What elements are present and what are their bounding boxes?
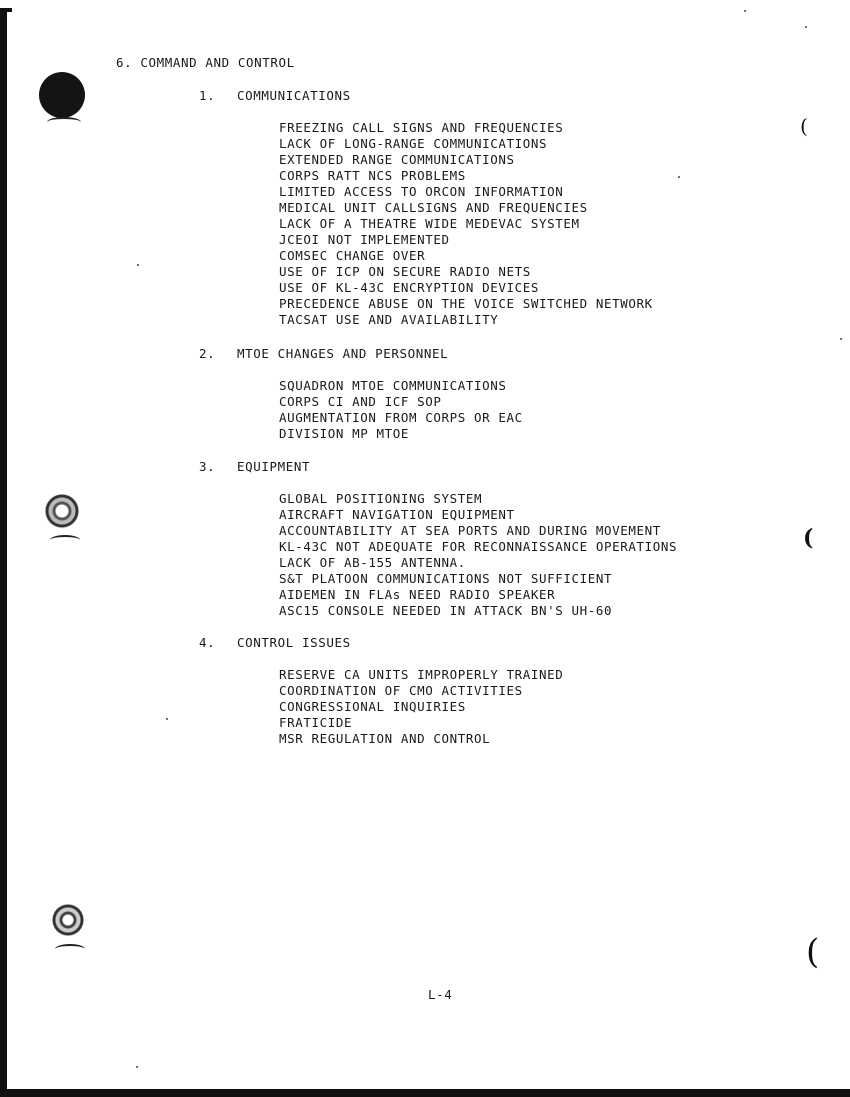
subsection-heading-equipment: EQUIPMENT — [237, 459, 311, 474]
list-item: MSR REGULATION AND CONTROL — [279, 731, 491, 746]
list-item: COORDINATION OF CMO ACTIVITIES — [279, 683, 523, 698]
scan-dot — [805, 26, 807, 28]
list-item: LACK OF AB-155 ANTENNA. — [279, 555, 466, 570]
scan-border-top — [0, 8, 12, 12]
list-item: USE OF KL-43C ENCRYPTION DEVICES — [279, 280, 540, 295]
list-item: SQUADRON MTOE COMMUNICATIONS — [279, 378, 507, 393]
subsection-heading-control-issues: CONTROL ISSUES — [237, 635, 351, 650]
scan-dot — [136, 1066, 138, 1068]
scan-border-bottom — [0, 1089, 850, 1097]
scan-mark: ( — [806, 932, 820, 972]
list-item: ACCOUNTABILITY AT SEA PORTS AND DURING MOVEMENT — [279, 523, 661, 538]
list-item: JCEOI NOT IMPLEMENTED — [279, 232, 450, 247]
equipment-items — [279, 491, 677, 619]
list-item: USE OF ICP ON SECURE RADIO NETS — [279, 264, 531, 279]
list-item: LIMITED ACCESS TO ORCON INFORMATION — [279, 184, 564, 199]
list-item: AIDEMEN IN FLAs NEED RADIO SPEAKER — [279, 587, 556, 602]
list-item: CORPS CI AND ICF SOP — [279, 394, 442, 409]
page-number: L-4 — [428, 987, 453, 1002]
subsection-number: 1. — [199, 88, 216, 103]
scan-dot — [744, 10, 746, 12]
punch-hole-icon — [40, 493, 84, 533]
list-item: CORPS RATT NCS PROBLEMS — [279, 168, 466, 183]
list-item: PRECEDENCE ABUSE ON THE VOICE SWITCHED NETWORK — [279, 296, 653, 311]
punch-hole-icon — [39, 72, 85, 118]
list-item: DIVISION MP MTOE — [279, 426, 410, 441]
punch-hole-shadow — [55, 944, 85, 954]
list-item: GLOBAL POSITIONING SYSTEM — [279, 491, 483, 506]
list-item: MEDICAL UNIT CALLSIGNS AND FREQUENCIES — [279, 200, 588, 215]
subsection-number: 4. — [199, 635, 216, 650]
subsection-heading-mtoe: MTOE CHANGES AND PERSONNEL — [237, 346, 449, 361]
list-item: LACK OF A THEATRE WIDE MEDEVAC SYSTEM — [279, 216, 580, 231]
mtoe-items — [279, 378, 523, 442]
list-item: ASC15 CONSOLE NEEDED IN ATTACK BN'S UH-60 — [279, 603, 613, 618]
list-item: AIRCRAFT NAVIGATION EQUIPMENT — [279, 507, 515, 522]
scan-mark: ( — [800, 114, 808, 138]
scan-mark: ( — [803, 525, 814, 551]
list-item: AUGMENTATION FROM CORPS OR EAC — [279, 410, 523, 425]
communications-items — [279, 120, 653, 328]
list-item: EXTENDED RANGE COMMUNICATIONS — [279, 152, 515, 167]
list-item: LACK OF LONG-RANGE COMMUNICATIONS — [279, 136, 548, 151]
subsection-heading-communications: COMMUNICATIONS — [237, 88, 351, 103]
punch-hole-icon — [46, 902, 90, 942]
punch-hole-shadow — [47, 117, 81, 127]
list-item: CONGRESSIONAL INQUIRIES — [279, 699, 466, 714]
list-item: KL-43C NOT ADEQUATE FOR RECONNAISSANCE OPERATIONS — [279, 539, 678, 554]
scan-dot — [137, 264, 139, 266]
list-item: RESERVE CA UNITS IMPROPERLY TRAINED — [279, 667, 564, 682]
list-item: COMSEC CHANGE OVER — [279, 248, 426, 263]
subsection-number: 2. — [199, 346, 216, 361]
scan-dot — [840, 338, 842, 340]
scan-dot — [166, 718, 168, 720]
list-item: S&T PLATOON COMMUNICATIONS NOT SUFFICIENT — [279, 571, 613, 586]
list-item: FREEZING CALL SIGNS AND FREQUENCIES — [279, 120, 564, 135]
scan-border-left — [0, 8, 7, 1097]
control-issues-items — [279, 667, 563, 747]
list-item: FRATICIDE — [279, 715, 353, 730]
punch-hole-shadow — [50, 535, 80, 545]
list-item: TACSAT USE AND AVAILABILITY — [279, 312, 499, 327]
scan-dot — [678, 176, 680, 178]
subsection-number: 3. — [199, 459, 216, 474]
section-title: 6. COMMAND AND CONTROL — [116, 55, 295, 70]
